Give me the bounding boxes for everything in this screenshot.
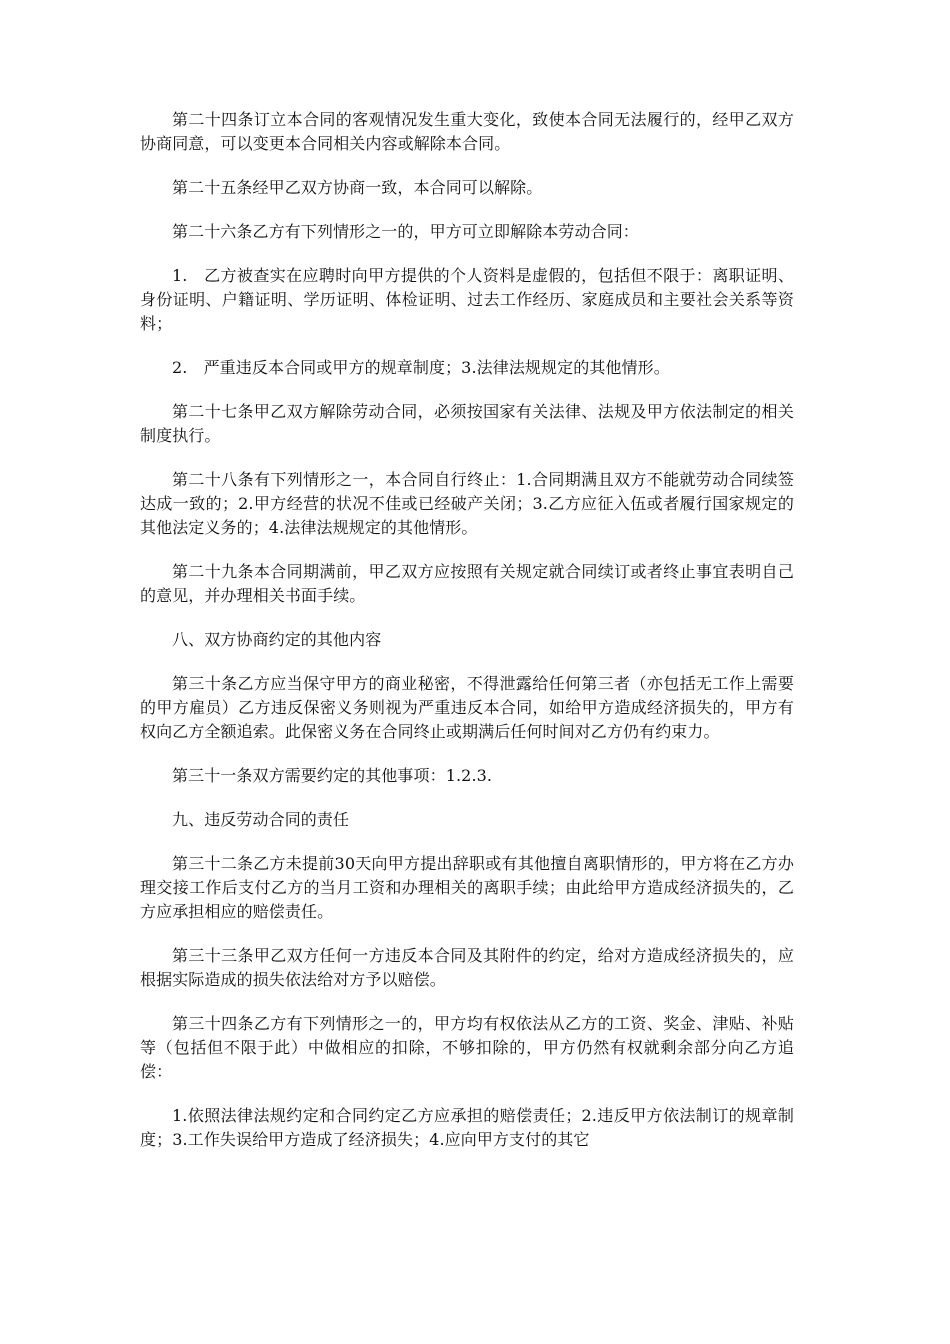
clause-25: 第二十五条经甲乙双方协商一致，本合同可以解除。: [172, 178, 543, 197]
contract-page: [140, 108, 794, 1172]
clause-29: 第二十九条本合同期满前，甲乙双方应按照有关规定就合同续订或者终止事宜表明自己的意见，并办理相关书面手续。: [140, 562, 794, 605]
clause-34: 第三十四条乙方有下列情形之一的，甲方均有权依法从乙方的工资、奖金、津贴、补贴等（包括但不限于此）中做相应的扣除，不够扣除的，甲方仍然有权就剩余部分向乙方追偿：: [140, 1014, 794, 1081]
clause-27: 第二十七条甲乙双方解除劳动合同，必须按国家有关法律、法规及甲方依法制定的相关制度执行。: [140, 402, 794, 445]
clause-28: 第二十八条有下列情形之一，本合同自行终止：1.合同期满且双方不能就劳动合同续签达成一致的；2.甲方经营的状况不佳或已经破产关闭；3.乙方应征入伍或者履行国家规定的其他法定义务的；4.法律法规规定的其他情形。: [140, 470, 794, 537]
clause-34-items: 1.依照法律法规约定和合同约定乙方应承担的赔偿责任；2.违反甲方依法制订的规章制度；3.工作失误给甲方造成了经济损失；4.应向甲方支付的其它: [140, 1106, 794, 1149]
section-heading-8: 八、双方协商约定的其他内容: [172, 630, 382, 649]
clause-26-item-1: 1. 乙方被查实在应聘时向甲方提供的个人资料是虚假的，包括但不限于：离职证明、身份证明、户籍证明、学历证明、体检证明、过去工作经历、家庭成员和主要社会关系等资料；: [140, 266, 794, 333]
clause-31: 第三十一条双方需要约定的其他事项：1.2.3.: [172, 766, 493, 785]
clause-33: 第三十三条甲乙双方任何一方违反本合同及其附件的约定，给对方造成经济损失的，应根据实际造成的损失依法给对方予以赔偿。: [140, 946, 794, 989]
clause-32: 第三十二条乙方未提前30天向甲方提出辞职或有其他擅自离职情形的，甲方将在乙方办理交接工作后支付乙方的当月工资和办理相关的离职手续；由此给甲方造成经济损失的，乙方应承担相应的赔偿责任。: [140, 854, 794, 921]
clause-26: 第二十六条乙方有下列情形之一的，甲方可立即解除本劳动合同：: [172, 222, 639, 241]
clause-26-item-2: 2. 严重违反本合同或甲方的规章制度；3.法律法规规定的其他情形。: [172, 358, 670, 377]
clause-30: 第三十条乙方应当保守甲方的商业秘密，不得泄露给任何第三者（亦包括无工作上需要的甲方雇员）乙方违反保密义务则视为严重违反本合同，如给甲方造成经济损失的，甲方有权向乙方全额追索。此保密义务在合同终止或期满后任何时间对乙方仍有约束力。: [140, 674, 794, 741]
section-heading-9: 九、违反劳动合同的责任: [172, 810, 350, 829]
clause-24: 第二十四条订立本合同的客观情况发生重大变化，致使本合同无法履行的，经甲乙双方协商同意，可以变更本合同相关内容或解除本合同。: [140, 110, 794, 153]
